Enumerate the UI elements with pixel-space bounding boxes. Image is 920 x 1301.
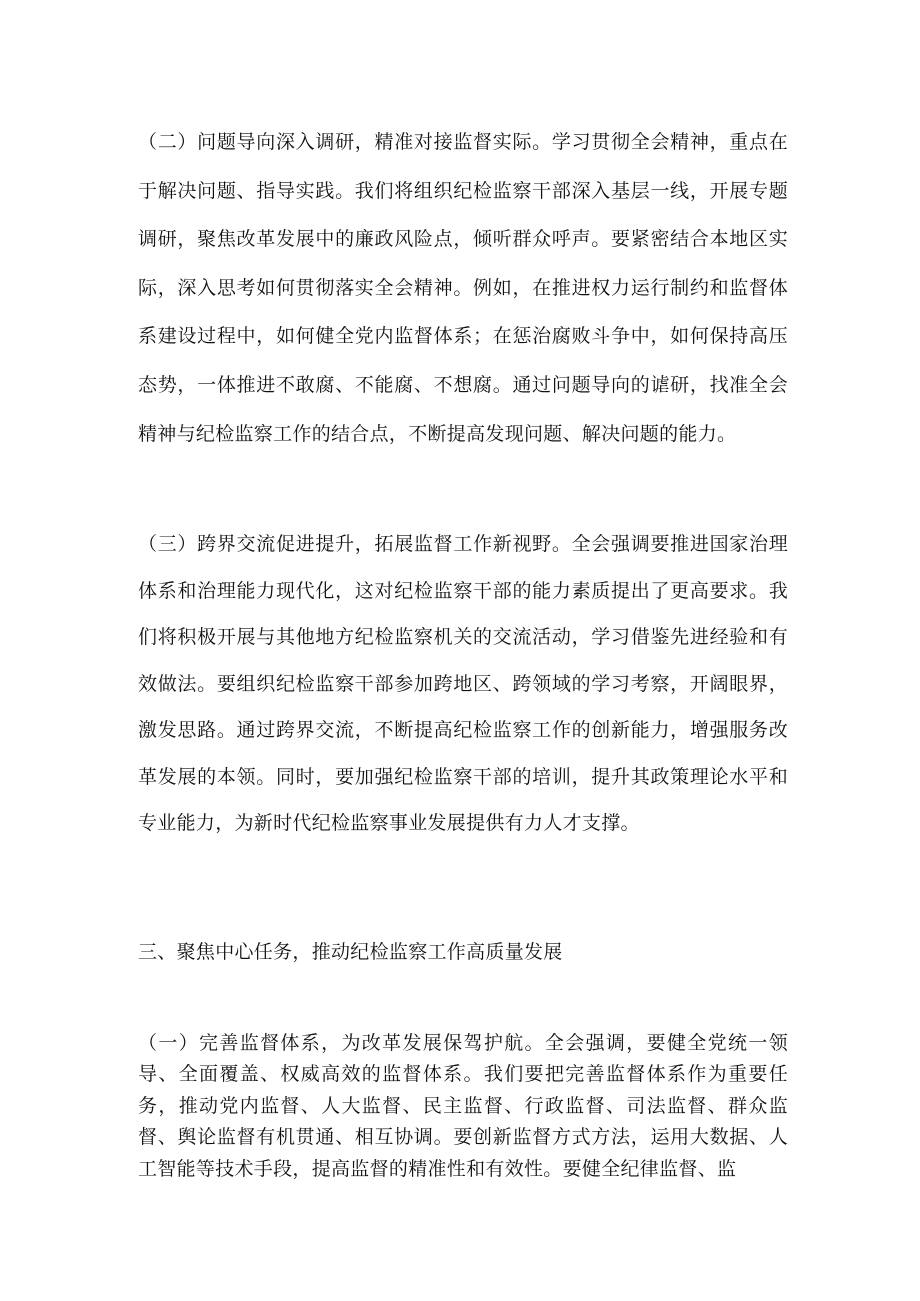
paragraph-research: （二）问题导向深入调研，精准对接监督实际。学习贯彻全会精神，重点在于解决问题、指导实践。我们将组织纪检监察干部深入基层一线，开展专题调研，聚焦改革发展中的廉政风险点，倾听群众呼声。要紧密结合本地区实际，深入思考如何贯彻落实全会精神。例如，在推进权力运行制约和监督体系建设过程中，如何健全党内监督体系；在惩治腐败斗争中，如何保持高压态势，一体推进不敢腐、不能腐、不想腐。通过问题导向的谑研，找准全会精神与纪检监察工作的结合点，不断提高发现问题、解决问题的能力。 — [138, 131, 788, 445]
section-heading: 三、聚焦中心任务，推动纪检监察工作高质量发展 — [138, 941, 563, 963]
paragraph-supervision: （一）完善监督体系，为改革发展保驾护航。全会强调，要健全党统一领导、全面覆盖、权威高效的监督体系。我们要把完善监督体系作为重要任务，推动党内监督、人大监督、民主监督、行政监督、司法监督、群众监督、舆论监督有机贯通、相互协调。要创新监督方式方法，运用大数据、人工智能等技术手段，提高监督的精准性和有效性。要健全纪律监督、监 — [138, 1032, 788, 1180]
paragraph-exchange: （三）跨界交流促进提升，拓展监督工作新视野。全会强调要推进国家治理体系和治理能力现代化，这对纪检监察干部的能力素质提出了更高要求。我们将积极开展与其他地方纪检监察机关的交流活动，学习借鉴先进经验和有效做法。要组织纪检监察干部参加跨地区、跨领域的学习考察，开阔眼界，激发思路。通过跨界交流，不断提高纪检监察工作的创新能力，增强服务改革发展的本领。同时，要加强纪检监察干部的培训，提升其政策理论水平和专业能力，为新时代纪检监察事业发展提供有力人才支撑。 — [138, 533, 788, 834]
